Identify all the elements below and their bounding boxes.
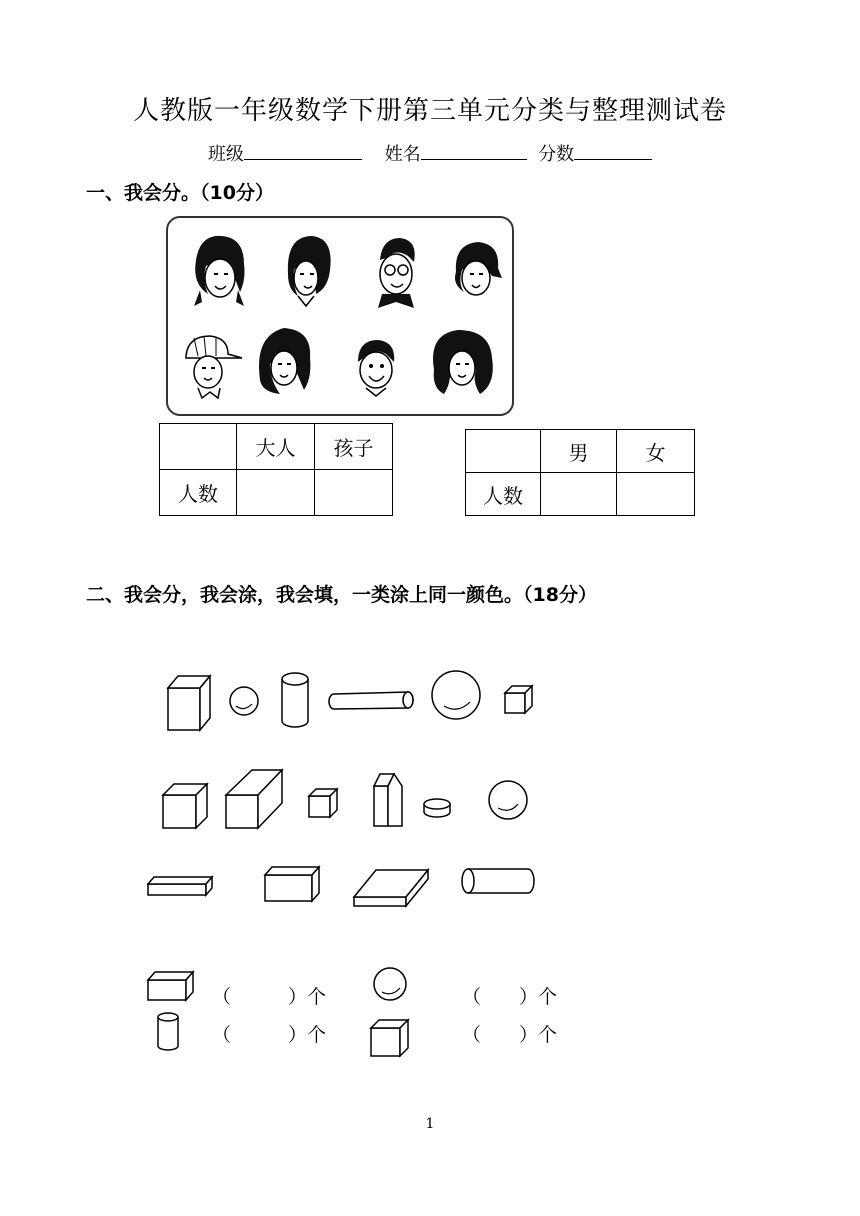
male-header: 男 bbox=[541, 430, 617, 473]
score-label: 分数 bbox=[538, 144, 575, 165]
long-cylinder-icon bbox=[329, 692, 413, 709]
children-header: 孩子 bbox=[315, 424, 393, 470]
class-label: 班级 bbox=[207, 144, 244, 165]
flat-slab-cuboid-icon bbox=[354, 870, 428, 906]
lying-cylinder-icon bbox=[462, 869, 534, 893]
adults-header: 大人 bbox=[237, 424, 315, 470]
count-row-label: 人数 bbox=[160, 470, 237, 516]
flat-cylinder-icon bbox=[424, 799, 450, 817]
cuboid-icon bbox=[148, 972, 193, 1000]
name-label: 姓名 bbox=[384, 144, 421, 165]
female-header: 女 bbox=[617, 430, 695, 473]
standing-cuboid-icon bbox=[374, 774, 402, 826]
cube-icon bbox=[371, 1020, 408, 1056]
sphere-icon bbox=[489, 781, 527, 819]
large-cuboid-icon bbox=[226, 770, 282, 828]
upright-cylinder-icon bbox=[282, 673, 308, 727]
small-sphere-icon bbox=[230, 687, 258, 715]
cylinder-count-answer[interactable]: （ ）个 bbox=[212, 1024, 327, 1046]
flat-long-cuboid-icon bbox=[148, 877, 212, 895]
section1-heading: 一、我会分。（10分） bbox=[86, 182, 274, 204]
page-title: 人教版一年级数学下册第三单元分类与整理测试卷 bbox=[132, 96, 727, 126]
small-cube-icon bbox=[309, 789, 337, 817]
sphere-icon bbox=[374, 968, 406, 1000]
cube-count-answer[interactable]: （ ）个 bbox=[462, 1024, 558, 1046]
page-number: 1 bbox=[425, 1116, 435, 1132]
box-cuboid-icon bbox=[265, 867, 319, 901]
small-cube-icon bbox=[505, 686, 532, 713]
large-sphere-icon bbox=[432, 671, 480, 719]
count-row-label: 人数 bbox=[466, 473, 541, 516]
tall-cuboid-icon bbox=[168, 676, 210, 730]
sphere-count-answer[interactable]: （ ）个 bbox=[462, 986, 558, 1008]
cylinder-icon bbox=[158, 1013, 178, 1050]
cube-icon bbox=[163, 784, 207, 828]
section2-heading: 二、我会分，我会涂，我会填，一类涂上同一颜色。（18分） bbox=[86, 584, 597, 606]
cuboid-count-answer[interactable]: （ ）个 bbox=[212, 986, 327, 1008]
